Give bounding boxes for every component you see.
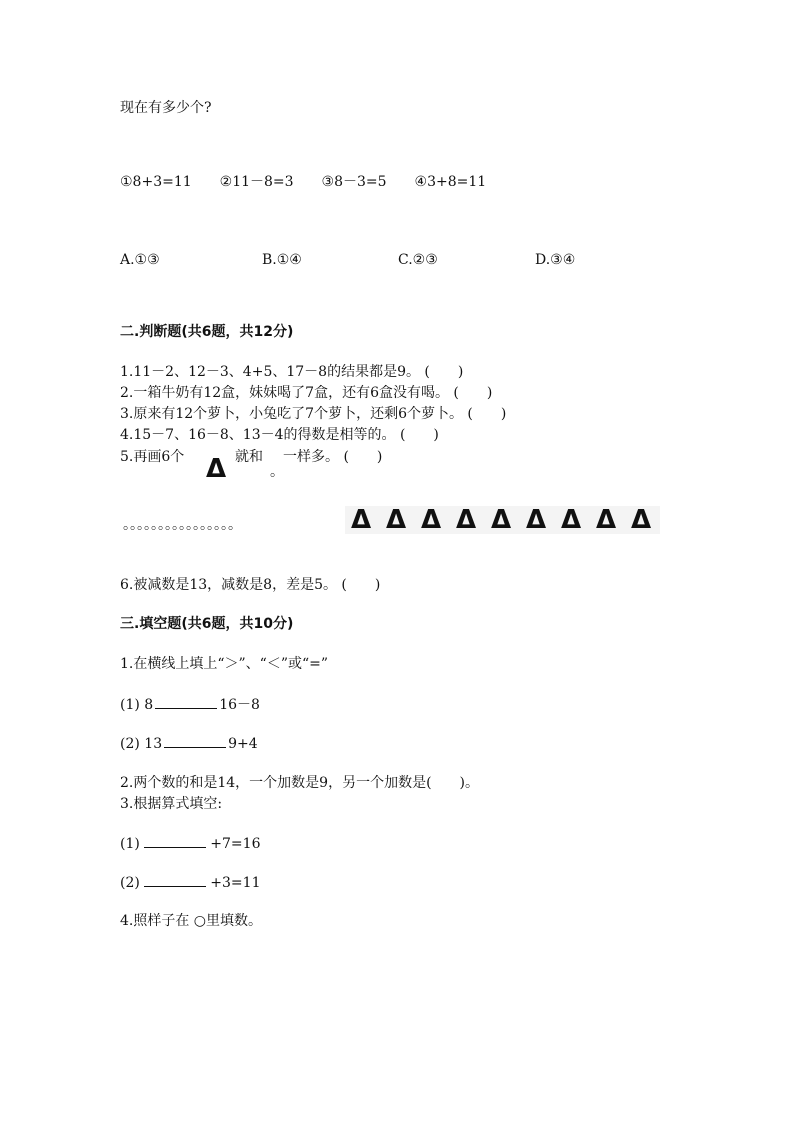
triangle-icon: Δ — [385, 505, 407, 535]
section-title: 二.判断题(共6题，共12分) — [120, 324, 294, 340]
fill-q1-part1 — [120, 694, 260, 715]
choice-c: C.②③ — [398, 252, 438, 268]
fill-q1-part2-post: 9+4 — [228, 736, 258, 752]
choice-a: A.①③ — [120, 252, 160, 268]
triangle-icon: Δ — [350, 505, 372, 535]
fill-q1-part2 — [120, 733, 258, 754]
options-line: ①8+3=11 ②11－8=3 ③8－3=5 ④3+8=11 — [120, 174, 487, 190]
fill-question-1: 1.在横线上填上“＞”、“＜”或“=” — [120, 656, 329, 672]
triangle-icon: Δ — [560, 505, 582, 535]
fill-q1-part1-post: 16－8 — [219, 697, 260, 713]
fill-q3-part1 — [120, 833, 260, 854]
fill-q3-part2-post: +3=11 — [210, 875, 261, 891]
judge-item-5-part1: 5.再画6个 — [120, 449, 185, 465]
choice-d: D.③④ — [535, 252, 576, 268]
judge-item-4: 4.15－7、16－8、13－4的得数是相等的。 ( ) — [120, 427, 439, 443]
triangle-icon: Δ — [630, 505, 652, 535]
triangle-icon: Δ — [205, 454, 227, 484]
fill-question-3: 3.根据算式填空: — [120, 796, 223, 812]
answer-blank[interactable] — [144, 833, 206, 848]
dots-row: 。。。。。。。。。。。。。。。。 — [123, 517, 242, 533]
judge-item-3: 3.原来有12个萝卜，小兔吃了7个萝卜，还剩6个萝卜。 ( ) — [120, 406, 507, 422]
triangle-row — [345, 506, 660, 534]
answer-blank[interactable] — [164, 733, 226, 748]
triangle-icon: Δ — [420, 505, 442, 535]
fill-q1-part1-pre: (1) 8 — [120, 697, 154, 713]
triangle-icon: Δ — [595, 505, 617, 535]
answer-blank[interactable] — [155, 694, 217, 709]
fill-q3-part1-post: +7=16 — [210, 836, 261, 852]
fill-question-2: 2.两个数的和是14，一个加数是9，另一个加数是( )。 — [120, 775, 480, 791]
answer-blank[interactable] — [144, 872, 206, 887]
judge-item-5-part3: 一样多。 ( ) — [283, 449, 383, 465]
judge-item-5-part2: 就和 — [235, 449, 263, 465]
section-title: 三.填空题(共6题，共10分) — [120, 616, 294, 632]
fill-q3-part2 — [120, 872, 260, 893]
fill-q3-part2-pre: (2) — [120, 875, 140, 891]
circle-icon: 。 — [270, 464, 284, 480]
triangle-icon: Δ — [455, 505, 477, 535]
triangle-icon: Δ — [525, 505, 547, 535]
fill-question-4: 4.照样子在 ○里填数。 — [120, 913, 263, 929]
fill-q1-part2-pre: (2) 13 — [120, 736, 163, 752]
question-text: 现在有多少个? — [120, 100, 212, 116]
judge-item-1: 1.11－2、12－3、4+5、17－8的结果都是9。 ( ) — [120, 364, 464, 380]
choice-b: B.①④ — [262, 252, 302, 268]
triangle-icon: Δ — [490, 505, 512, 535]
judge-item-2: 2.一箱牛奶有12盒，妹妹喝了7盒，还有6盒没有喝。 ( ) — [120, 385, 493, 401]
fill-q3-part1-pre: (1) — [120, 836, 140, 852]
judge-item-6: 6.被减数是13，减数是8，差是5。 ( ) — [120, 577, 381, 593]
